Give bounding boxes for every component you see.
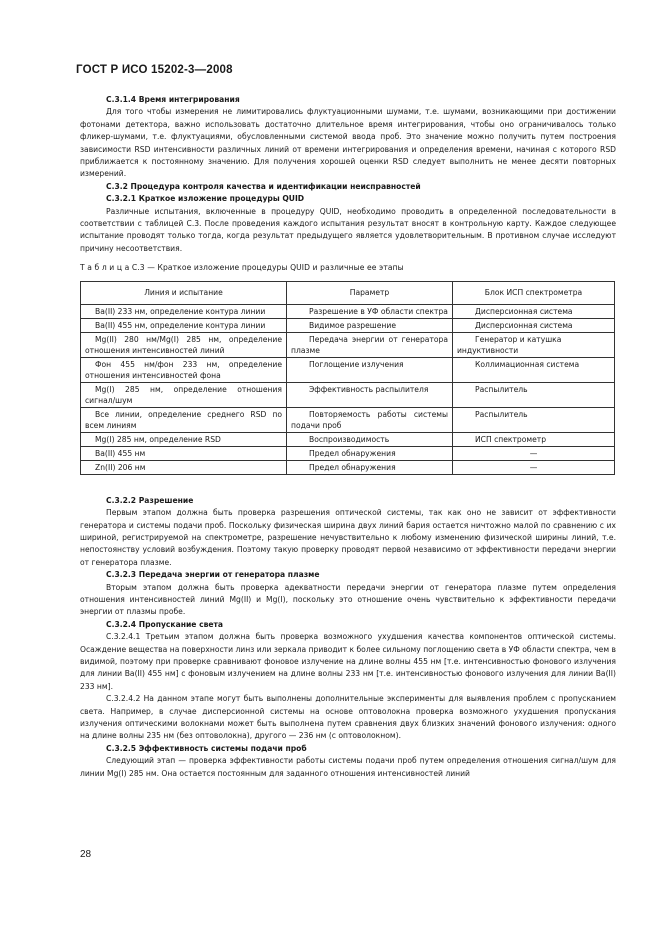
table-cell: Все линии, определение среднего RSD по всем линиям <box>81 407 287 432</box>
table-cell: Разрешение в УФ области спектра <box>287 304 453 318</box>
page-header: ГОСТ Р ИСО 15202-3—2008 <box>76 64 233 76</box>
table-cell: ИСП спектрометр <box>453 432 615 446</box>
paragraph-c325: Следующий этап — проверка эффективности работы системы подачи проб путем определения отношения сигнал/шум для линии Mg(I) 285 нм. Она остается постоянным для заданного отношения интенсивностей линий <box>80 756 616 778</box>
section-heading-c325: С.3.2.5 Эффективность системы подачи проб <box>106 743 307 753</box>
table-header-row <box>81 281 615 304</box>
table-cell: Предел обнаружения <box>287 460 453 474</box>
table-cell: Mg(I) 285 нм, определение RSD <box>81 432 287 446</box>
table-row <box>81 432 615 446</box>
table-header-cell: Блок ИСП спектрометра <box>453 281 615 304</box>
paragraph-c322: Первым этапом должна быть проверка разрешения оптической системы, так как оно не зависит от эффективности генератора и системы подачи проб. Поскольку физическая ширина двух линий бария остается ничтожно малой по сравнению с их шириной, регистрируемой на спектрометре, разрешение нечувствительно к любому изменению физической ширины линий, т.е. непостоянству условий возбуждения. Поэтому такую проверку проводят первой независимо от эффективности передачи энергии от генератора плазме. <box>80 508 616 567</box>
table-cell: Повторяемость работы системы подачи проб <box>287 407 453 432</box>
table-cell: Предел обнаружения <box>287 446 453 460</box>
section-heading-c321: С.3.2.1 Краткое изложение процедуры QUID <box>106 194 305 204</box>
paragraph-c3242: С.3.2.4.2 На данном этапе могут быть выполнены дополнительные эксперименты для выявления проблем с пропусканием света. Например, в случае дисперсионной системы на основе оптоволокна проверка возможного ухудшения пропускания излучения оптическими волокнами может быть выполнена путем сравнения двух близких значений фонового излучения: одного на длине волны 235 нм (без оптоволокна), другого — 236 нм (с оптоволокном). <box>80 694 616 741</box>
paragraph-c3241: С.3.2.4.1 Третьим этапом должна быть проверка возможного ухудшения качества компонентов оптической системы. Осаждение вещества на поверхности линз или зеркала приводит к более сильному поглощению света в УФ области спектра, чем в видимой, поэтому при проверке сравнивают фоновое излучение на длине волны 455 нм [т.е. интенсивностью фонового излучения для линии Ba(II) 455 нм] с фоновым излучением на длине волны 233 нм [т.е. интенсивностью фонового излучения для линии Ba(II) 233 нм]. <box>80 632 616 691</box>
table-cell: Zn(II) 206 нм <box>81 460 287 474</box>
table-cell: Дисперсионная система <box>453 318 615 332</box>
table-cell: Распылитель <box>453 382 615 407</box>
paragraph-c321: Различные испытания, включенные в процедуру QUID, необходимо проводить в определенной последовательности в соответствии с таблицей С.3. После проведения каждого испытания результат вносят в контрольную карту. Каждое следующее испытание проводят только тогда, когда результат предыдущего является удовлетворительным. В противном случае исследуют причину несоответствия. <box>80 206 616 253</box>
table-row <box>81 382 615 407</box>
table-cell: Воспроизводимость <box>287 432 453 446</box>
table-cell: Mg(I) 285 нм, определение отношения сигнал/шум <box>81 382 287 407</box>
table-cell: Коллимационная система <box>453 357 615 382</box>
section-heading-c322: С.3.2.2 Разрешение <box>106 495 194 505</box>
table-cell: Поглощение излучения <box>287 357 453 382</box>
section-heading-c32: С.3.2 Процедура контроля качества и идентификации неисправностей <box>106 181 421 191</box>
table-cell: Дисперсионная система <box>453 304 615 318</box>
paragraph-c323: Вторым этапом должна быть проверка адекватности передачи энергии от генератора плазме путем определения отношения интенсивностей линий Mg(II) и Mg(I), поскольку это отношение очень чувствительно к эффективности передачи энергии от плазмы пробе. <box>80 582 616 617</box>
table-row <box>81 407 615 432</box>
table-cell: Ba(II) 455 нм, определение контура линии <box>81 318 287 332</box>
table-cell: — <box>453 446 615 460</box>
table-row <box>81 332 615 357</box>
table-row <box>81 357 615 382</box>
table-cell: Видимое разрешение <box>287 318 453 332</box>
table-cell: Фон 455 нм/фон 233 нм, определение отношения интенсивностей фона <box>81 357 287 382</box>
page-number: 28 <box>80 849 92 860</box>
table-header-cell: Линия и испытание <box>81 281 287 304</box>
section-heading-c324: С.3.2.4 Пропускание света <box>106 619 224 629</box>
table-caption: Т а б л и ц а С.3 — Краткое изложение процедуры QUID и различные ее этапы <box>80 263 404 273</box>
table-cell: — <box>453 460 615 474</box>
table-row <box>81 304 615 318</box>
table-header-cell: Параметр <box>287 281 453 304</box>
table-row <box>81 460 615 474</box>
table-cell: Ba(II) 455 нм <box>81 446 287 460</box>
page-content <box>80 94 616 780</box>
table-row <box>81 318 615 332</box>
table-cell: Генератор и катушка индуктивности <box>453 332 615 357</box>
table-row <box>81 446 615 460</box>
table-cell: Передача энергии от генератора плазме <box>287 332 453 357</box>
table-cell: Ba(II) 233 нм, определение контура линии <box>81 304 287 318</box>
section-heading-c314: С.3.1.4 Время интегрирования <box>106 95 240 104</box>
table-cell: Эффективность распылителя <box>287 382 453 407</box>
section-heading-c323: С.3.2.3 Передача энергии от генератора плазме <box>106 570 320 580</box>
quid-table <box>80 281 615 475</box>
table-cell: Распылитель <box>453 407 615 432</box>
paragraph-c314: Для того чтобы измерения не лимитировались флуктуационными шумами, т.е. шумами, возникающими при достижении фотонами детектора, важно использовать достаточно длительное время интегрирования, чтобы оно ограничивалось только фликер-шумами, т.е. флуктуациями, обусловленными системой ввода проб. Это значение можно получить путем построения зависимости RSD интенсивности различных линий от времени интегрирования и определения времени, начиная с которого RSD приближается к постоянному значению. Для получения хорошей оценки RSD следует выполнить не менее десяти повторных измерений. <box>80 107 616 179</box>
table-cell: Mg(II) 280 нм/Mg(I) 285 нм, определение отношения интенсивностей линий <box>81 332 287 357</box>
